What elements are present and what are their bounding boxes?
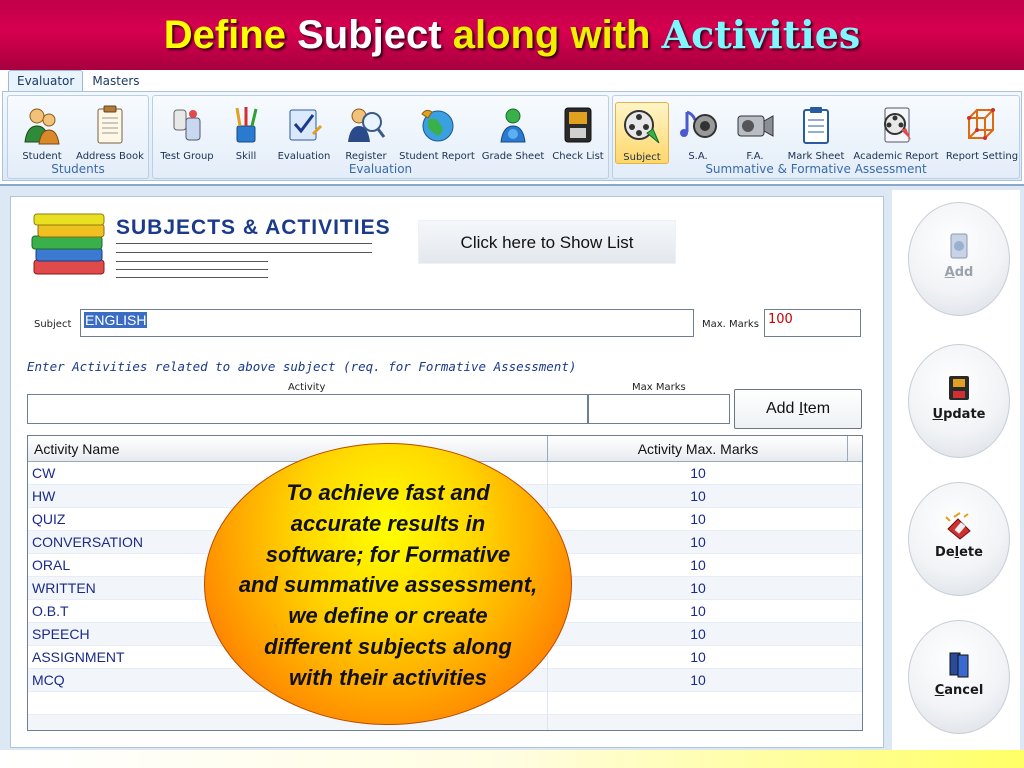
callout-line: To achieve fast and [286, 480, 490, 505]
ribbon-grade-sheet-label: Grade Sheet [481, 151, 545, 162]
ribbon-test-group-button[interactable] [155, 102, 219, 164]
ribbon-student-report-button[interactable] [397, 102, 477, 164]
delete-button[interactable] [908, 482, 1010, 596]
ribbon-group-title-assessment: Summative & Formative Assessment [705, 162, 927, 176]
cell-activity-name: ORAL [32, 557, 71, 573]
floppy-disk-icon [944, 373, 974, 403]
cell-activity-marks: 10 [690, 511, 706, 527]
ribbon-check-list-label: Check List [552, 151, 604, 162]
title-word-define: Define [163, 13, 286, 57]
cell-activity-marks: 10 [690, 534, 706, 550]
ribbon-fa-label: F.A. [746, 151, 764, 162]
skill-icon [225, 104, 267, 146]
cell-activity-marks: 10 [690, 580, 706, 596]
ribbon-report-setting-label: Report Setting [945, 151, 1019, 162]
ribbon-subject-label: Subject [623, 152, 661, 163]
activity-hint: Enter Activities related to above subject (req. for Formative Assessment) [27, 359, 577, 374]
heading-rule-1 [116, 243, 372, 244]
max-marks-value: 100 [768, 312, 793, 327]
add-label: dd [954, 265, 974, 280]
cell-activity-marks: 10 [690, 488, 706, 504]
clipboard-icon [795, 104, 837, 146]
cell-activity-marks: 10 [690, 465, 706, 481]
add-item-button[interactable] [734, 389, 862, 429]
books-icon [28, 210, 112, 280]
cancel-book-icon [944, 649, 974, 679]
address-book-icon [89, 104, 131, 146]
column-divider-end [847, 436, 848, 462]
add-item-accesskey: I [798, 400, 804, 417]
film-reel-icon [621, 105, 663, 147]
cell-activity-marks: 10 [690, 672, 706, 688]
cancel-button[interactable] [908, 620, 1010, 734]
callout-text [206, 478, 570, 694]
ribbon-group-title-evaluation: Evaluation [348, 162, 413, 176]
cell-divider [547, 692, 548, 715]
max-marks-label: Max. Marks [702, 319, 759, 330]
student-icon [21, 104, 63, 146]
activity-field-label: Activity [288, 382, 326, 393]
add-item-label-post: tem [803, 400, 831, 417]
cancel-label: ancel [944, 683, 984, 698]
cell-activity-name: SPEECH [32, 626, 90, 642]
action-panel [892, 190, 1020, 750]
activity-input[interactable] [27, 394, 588, 424]
register-icon [345, 104, 387, 146]
ribbon-evaluation-button[interactable] [273, 102, 335, 164]
ribbon-tabs [8, 70, 149, 92]
add-button[interactable] [908, 202, 1010, 316]
ribbon-sa-label: S.A. [688, 151, 708, 162]
callout-line: with their activities [288, 664, 488, 690]
music-speaker-icon [677, 104, 719, 146]
callout-line: we define or create [288, 603, 488, 629]
callout-line: and summative assessment, [238, 572, 538, 598]
ribbon-group-students [7, 95, 149, 179]
video-camera-icon [734, 104, 776, 146]
cell-activity-name: QUIZ [32, 511, 66, 527]
subject-input[interactable] [80, 309, 694, 337]
subject-value: ENGLISH [85, 312, 147, 328]
cube-frame-icon [961, 104, 1003, 146]
ribbon-check-list-button[interactable] [549, 102, 607, 164]
cell-activity-name: HW [32, 488, 56, 504]
ribbon-register-button[interactable] [337, 102, 395, 164]
heading-rule-5 [116, 277, 268, 278]
activity-max-marks-input[interactable] [588, 394, 730, 424]
cell-activity-marks: 10 [690, 626, 706, 642]
add-record-icon [944, 231, 974, 261]
update-button[interactable] [908, 344, 1010, 458]
ribbon-academic-report-label: Academic Report [853, 151, 939, 162]
callout-line: software; for Formative [265, 541, 511, 567]
callout-line: accurate results in [290, 510, 486, 536]
ribbon-evaluation-label: Evaluation [277, 151, 331, 162]
activity-max-marks-label: Max Marks [632, 382, 686, 393]
ribbon-mark-sheet-label: Mark Sheet [787, 151, 845, 162]
ribbon-student-label: Student [22, 151, 62, 162]
test-group-icon [166, 104, 208, 146]
ribbon-group-evaluation [152, 95, 609, 179]
update-accesskey: U [932, 407, 944, 422]
ribbon-address-book-button[interactable] [74, 102, 146, 164]
evaluation-icon [283, 104, 325, 146]
heading-rule-4 [116, 269, 268, 270]
title-banner [0, 0, 1024, 70]
ribbon-student-report-label: Student Report [399, 151, 475, 162]
form-heading: SUBJECTS & ACTIVITIES [116, 216, 391, 239]
ribbon-skill-button[interactable] [221, 102, 271, 164]
ribbon-academic-report-button[interactable] [849, 102, 943, 164]
title-word-activities: Activities [661, 12, 861, 57]
delete-icon [944, 511, 974, 541]
student-report-icon [416, 104, 458, 146]
ribbon-group-title-students: Students [51, 162, 105, 176]
ribbon-grade-sheet-button[interactable] [479, 102, 547, 164]
ribbon-toolbar [2, 91, 1022, 181]
ribbon-student-button[interactable] [12, 102, 72, 164]
column-activity-max-marks[interactable]: Activity Max. Marks [637, 441, 759, 457]
update-label: pdate [943, 407, 986, 422]
delete-label-post: ete [959, 545, 983, 560]
grade-sheet-icon [492, 104, 534, 146]
ribbon-mark-sheet-button[interactable] [785, 102, 847, 164]
ribbon-group-assessment [612, 95, 1020, 179]
heading-rule-3 [116, 261, 268, 262]
ribbon-fa-button[interactable] [727, 102, 783, 164]
show-list-button[interactable]: Click here to Show List [418, 220, 676, 264]
heading-rule-2 [116, 252, 372, 253]
ribbon-test-group-label: Test Group [160, 151, 214, 162]
cell-activity-name: CONVERSATION [32, 534, 143, 550]
cell-activity-name: CW [32, 465, 56, 481]
title-word-along-with: along with [452, 13, 651, 57]
cell-activity-marks: 10 [690, 603, 706, 619]
cell-activity-name: ASSIGNMENT [32, 649, 125, 665]
ribbon-subject-button[interactable] [615, 102, 669, 164]
ribbon-address-book-label: Address Book [76, 151, 144, 162]
max-marks-input[interactable] [764, 309, 861, 337]
slide-title [0, 0, 1024, 70]
cell-activity-name: WRITTEN [32, 580, 96, 596]
cell-activity-marks: 10 [690, 557, 706, 573]
cancel-accesskey: C [934, 683, 945, 698]
delete-label-pre: De [935, 545, 955, 560]
cell-activity-marks: 10 [690, 649, 706, 665]
callout-line: different subjects along [264, 633, 512, 659]
cell-activity-name: MCQ [32, 672, 65, 688]
ribbon-report-setting-button[interactable] [945, 102, 1019, 164]
ribbon-sa-button[interactable] [671, 102, 725, 164]
tab-masters[interactable]: Masters [92, 74, 140, 88]
bottom-strip [0, 750, 1024, 768]
title-word-subject: Subject [297, 13, 442, 57]
add-item-label-pre: Add [765, 400, 799, 417]
subject-label: Subject [34, 319, 72, 330]
column-activity-name[interactable]: Activity Name [34, 441, 120, 457]
cell-activity-name: O.B.T [32, 603, 69, 619]
check-list-icon [557, 104, 599, 146]
ribbon-register-label: Register [345, 151, 387, 162]
ribbon-skill-label: Skill [235, 151, 257, 162]
tab-evaluator[interactable]: Evaluator [8, 70, 83, 92]
add-accesskey: A [944, 265, 955, 280]
cell-divider [547, 715, 548, 731]
academic-report-icon [875, 104, 917, 146]
delete-accesskey: l [954, 545, 960, 560]
